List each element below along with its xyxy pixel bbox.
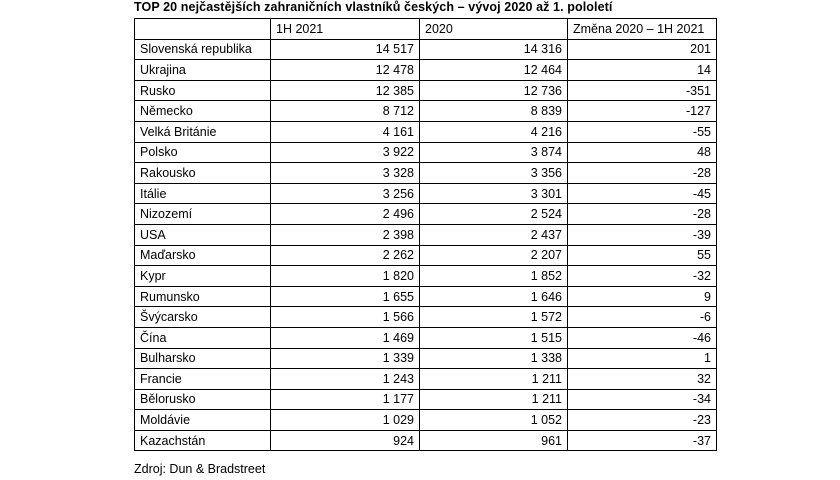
cell-1h-2021: 1 820 (271, 266, 420, 287)
owners-table (134, 18, 717, 451)
table-row (135, 121, 717, 142)
table-row (135, 348, 717, 369)
cell-1h-2021: 8 712 (271, 101, 420, 122)
cell-change: -127 (568, 101, 717, 122)
cell-1h-2021: 1 566 (271, 307, 420, 328)
table-row (135, 266, 717, 287)
table-row (135, 39, 717, 60)
cell-country: Kypr (135, 266, 271, 287)
cell-change: -45 (568, 183, 717, 204)
cell-country: Bělorusko (135, 389, 271, 410)
cell-country: Moldávie (135, 410, 271, 431)
cell-1h-2021: 14 517 (271, 39, 420, 60)
cell-1h-2021: 3 922 (271, 142, 420, 163)
cell-change: 201 (568, 39, 717, 60)
table-title: TOP 20 nejčastějších zahraničních vlastníků českých – vývoj 2020 až 1. pololetí (134, 0, 613, 14)
cell-2020: 12 736 (420, 80, 568, 101)
table-row (135, 163, 717, 184)
cell-change: -28 (568, 204, 717, 225)
cell-change: -351 (568, 80, 717, 101)
cell-country: Nizozemí (135, 204, 271, 225)
cell-1h-2021: 1 029 (271, 410, 420, 431)
table-row (135, 224, 717, 245)
table-row (135, 307, 717, 328)
cell-country: Ukrajina (135, 60, 271, 81)
table-row (135, 389, 717, 410)
header-row (135, 19, 717, 40)
cell-1h-2021: 3 256 (271, 183, 420, 204)
cell-2020: 1 852 (420, 266, 568, 287)
cell-country: Maďarsko (135, 245, 271, 266)
table-row (135, 183, 717, 204)
cell-1h-2021: 924 (271, 430, 420, 451)
table-row (135, 142, 717, 163)
cell-country: Bulharsko (135, 348, 271, 369)
cell-1h-2021: 12 385 (271, 80, 420, 101)
table-row (135, 369, 717, 390)
cell-country: Itálie (135, 183, 271, 204)
cell-change: 48 (568, 142, 717, 163)
cell-country: USA (135, 224, 271, 245)
cell-2020: 3 874 (420, 142, 568, 163)
table-row (135, 430, 717, 451)
cell-2020: 12 464 (420, 60, 568, 81)
cell-2020: 2 207 (420, 245, 568, 266)
cell-country: Čína (135, 327, 271, 348)
cell-2020: 8 839 (420, 101, 568, 122)
header-1h-2021: 1H 2021 (271, 19, 420, 40)
cell-2020: 2 437 (420, 224, 568, 245)
cell-change: -37 (568, 430, 717, 451)
cell-country: Německo (135, 101, 271, 122)
header-2020: 2020 (420, 19, 568, 40)
cell-2020: 14 316 (420, 39, 568, 60)
cell-2020: 1 338 (420, 348, 568, 369)
cell-1h-2021: 2 496 (271, 204, 420, 225)
table-row (135, 286, 717, 307)
cell-1h-2021: 1 655 (271, 286, 420, 307)
cell-change: -32 (568, 266, 717, 287)
cell-change: -34 (568, 389, 717, 410)
cell-2020: 1 572 (420, 307, 568, 328)
cell-country: Rusko (135, 80, 271, 101)
cell-1h-2021: 2 398 (271, 224, 420, 245)
cell-2020: 1 646 (420, 286, 568, 307)
cell-1h-2021: 3 328 (271, 163, 420, 184)
table-row (135, 245, 717, 266)
cell-country: Slovenská republika (135, 39, 271, 60)
header-change: Změna 2020 – 1H 2021 (568, 19, 717, 40)
cell-2020: 1 211 (420, 389, 568, 410)
cell-2020: 961 (420, 430, 568, 451)
cell-1h-2021: 1 469 (271, 327, 420, 348)
cell-country: Kazachstán (135, 430, 271, 451)
cell-change: 9 (568, 286, 717, 307)
cell-country: Francie (135, 369, 271, 390)
cell-1h-2021: 12 478 (271, 60, 420, 81)
table-row (135, 327, 717, 348)
table-row (135, 204, 717, 225)
cell-1h-2021: 1 339 (271, 348, 420, 369)
cell-country: Polsko (135, 142, 271, 163)
cell-1h-2021: 4 161 (271, 121, 420, 142)
table-row (135, 60, 717, 81)
cell-country: Velká Británie (135, 121, 271, 142)
cell-change: -23 (568, 410, 717, 431)
cell-1h-2021: 2 262 (271, 245, 420, 266)
cell-1h-2021: 1 177 (271, 389, 420, 410)
cell-change: 32 (568, 369, 717, 390)
cell-2020: 1 211 (420, 369, 568, 390)
cell-2020: 3 356 (420, 163, 568, 184)
cell-2020: 4 216 (420, 121, 568, 142)
cell-2020: 2 524 (420, 204, 568, 225)
cell-country: Švýcarsko (135, 307, 271, 328)
cell-change: 55 (568, 245, 717, 266)
cell-change: -28 (568, 163, 717, 184)
table-row (135, 101, 717, 122)
cell-change: -39 (568, 224, 717, 245)
cell-1h-2021: 1 243 (271, 369, 420, 390)
cell-country: Rakousko (135, 163, 271, 184)
source-note: Zdroj: Dun & Bradstreet (134, 462, 266, 476)
cell-change: -46 (568, 327, 717, 348)
cell-change: 1 (568, 348, 717, 369)
cell-change: 14 (568, 60, 717, 81)
table-row (135, 80, 717, 101)
cell-change: -6 (568, 307, 717, 328)
cell-change: -55 (568, 121, 717, 142)
table-row (135, 410, 717, 431)
header-country (135, 19, 271, 40)
cell-country: Rumunsko (135, 286, 271, 307)
cell-2020: 1 052 (420, 410, 568, 431)
cell-2020: 3 301 (420, 183, 568, 204)
cell-2020: 1 515 (420, 327, 568, 348)
